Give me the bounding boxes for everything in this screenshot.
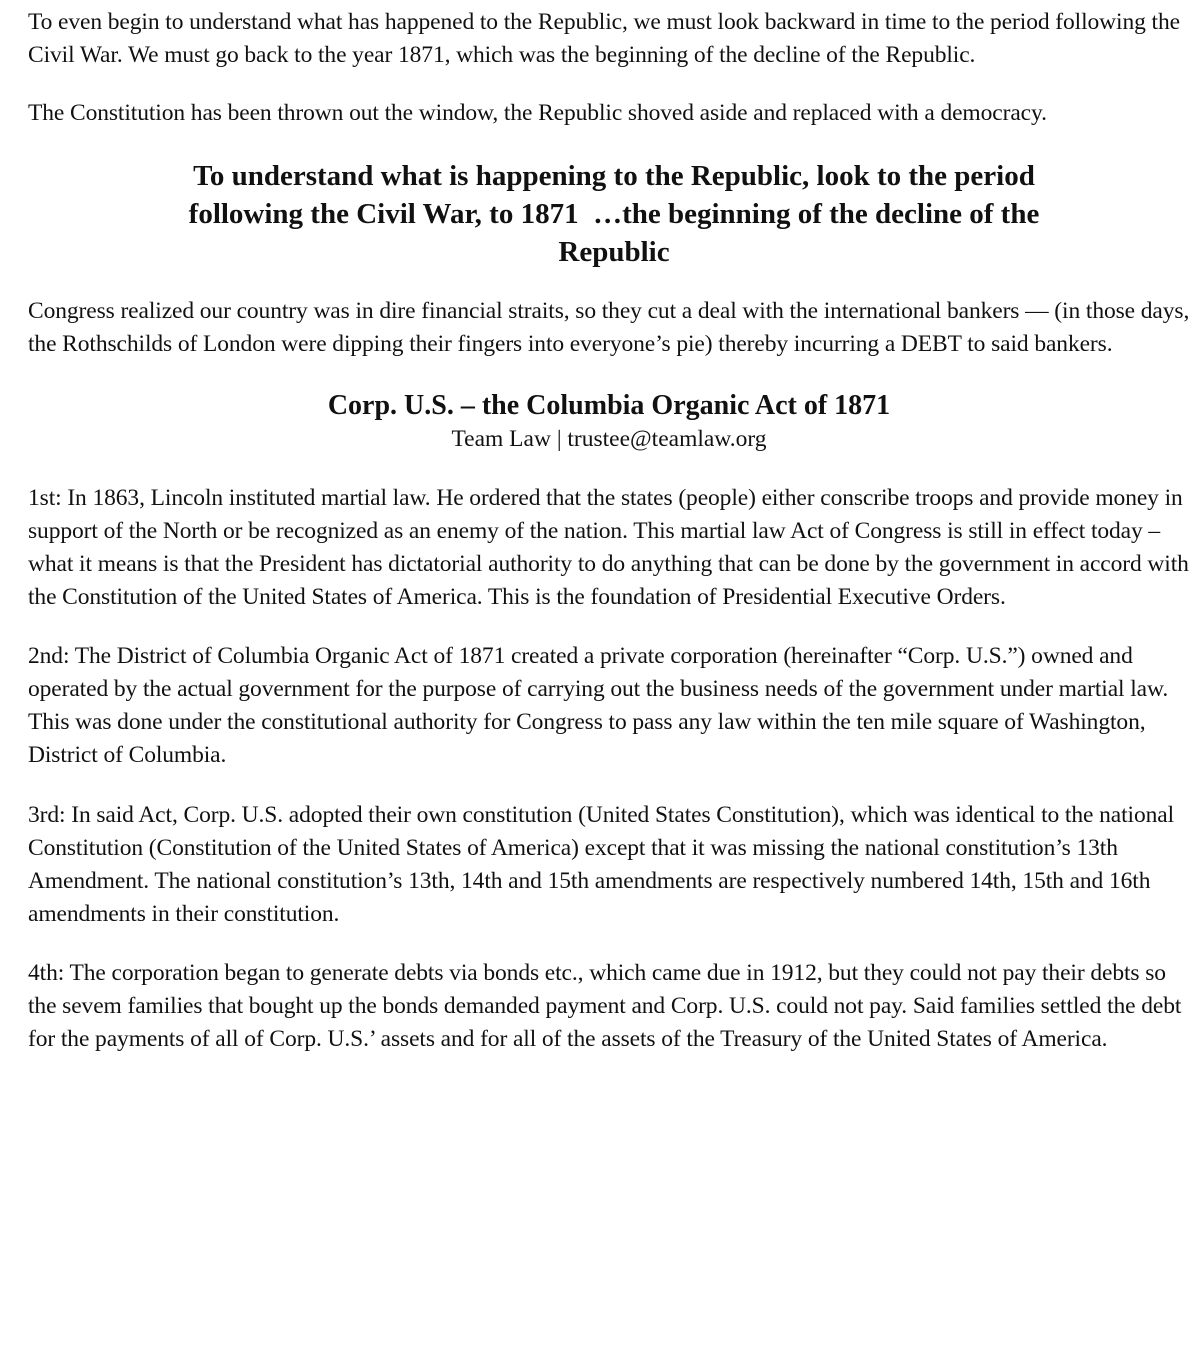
- article-title: Corp. U.S. – the Columbia Organic Act of 1871: [327, 390, 891, 421]
- constitution-paragraph: The Constitution has been thrown out the window, the Republic shoved aside and replaced with a democracy.: [28, 100, 1047, 126]
- pull-quote-line-1: To understand what is happening to the Republic, look to the period: [193, 160, 1035, 192]
- article-byline: Team Law | trustee@teamlaw.org: [451, 426, 767, 452]
- pull-quote: [28, 157, 1190, 271]
- pull-quote-line-2: following the Civil War, to 1871 …the beginning of the decline of the: [188, 198, 1040, 230]
- fourth-point-paragraph: 4th: The corporation began to generate debts via bonds etc., which came due in 1912, but they could not pay their debts so the sevem families that bought up the bonds demanded payment and Corp. U.S. could not pay. Said families settled the debt for the payments of all of Corp. U.S.’ assets and for all of the assets of the Treasury of the United States of America.: [28, 960, 1182, 1052]
- third-point-paragraph: 3rd: In said Act, Corp. U.S. adopted their own constitution (United States Constitution), which was identical to the national Constitution (Constitution of the United States of America) except that it was missing the national constitution’s 13th Amendment. The national constitution’s 13th, 14th and 15th amendments are respectively numbered 14th, 15th and 16th amendments in their constitution.: [28, 802, 1175, 927]
- bankers-paragraph: Congress realized our country was in dire financial straits, so they cut a deal with the international bankers — (in those days, the Rothschilds of London were dipping their fingers into everyone’s pie) thereby incurring a DEBT to said bankers.: [28, 298, 1190, 357]
- first-point-paragraph: 1st: In 1863, Lincoln instituted martial law. He ordered that the states (people) either conscribe troops and provide money in support of the North or be recognized as an enemy of the nation. This martial law Act of Congress is still in effect today – what it means is that the President has dictatorial authority to do anything that can be done by the government in accord with the Constitution of the United States of America. This is the foundation of Presidential Executive Orders.: [28, 485, 1189, 610]
- document-page: [28, 6, 1190, 1056]
- intro-paragraph: To even begin to understand what has happened to the Republic, we must look backward in time to the period following the Civil War. We must go back to the year 1871, which was the beginning of the decline of the Republic.: [28, 9, 1180, 68]
- pull-quote-line-3: Republic: [558, 236, 670, 268]
- second-point-paragraph: 2nd: The District of Columbia Organic Act of 1871 created a private corporation (hereinafter “Corp. U.S.”) owned and operated by the actual government for the purpose of carrying out the business needs of the government under martial law. This was done under the constitutional authority for Congress to pass any law within the ten mile square of Washington, District of Columbia.: [28, 643, 1169, 768]
